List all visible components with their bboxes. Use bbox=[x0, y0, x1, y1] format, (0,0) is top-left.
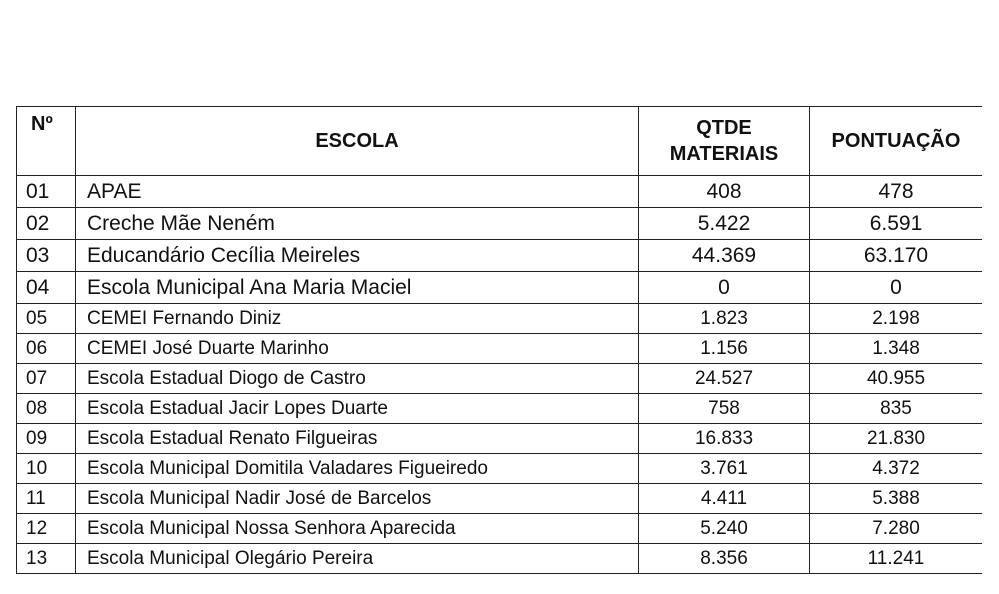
cell-escola: Educandário Cecília Meireles bbox=[76, 240, 639, 272]
cell-num: 07 bbox=[17, 364, 76, 394]
cell-num: 09 bbox=[17, 424, 76, 454]
cell-pontuacao: 478 bbox=[810, 176, 983, 208]
header-num: Nº bbox=[17, 107, 76, 176]
cell-qtde: 24.527 bbox=[639, 364, 810, 394]
cell-num: 02 bbox=[17, 208, 76, 240]
cell-pontuacao: 0 bbox=[810, 272, 983, 304]
cell-num: 11 bbox=[17, 484, 76, 514]
cell-escola: Escola Municipal Nadir José de Barcelos bbox=[76, 484, 639, 514]
cell-pontuacao: 2.198 bbox=[810, 304, 983, 334]
header-escola: ESCOLA bbox=[76, 107, 639, 176]
cell-escola: APAE bbox=[76, 176, 639, 208]
cell-qtde: 0 bbox=[639, 272, 810, 304]
table-row bbox=[17, 304, 983, 334]
cell-qtde: 4.411 bbox=[639, 484, 810, 514]
cell-pontuacao: 4.372 bbox=[810, 454, 983, 484]
header-qtde-line1: QTDE bbox=[696, 117, 752, 139]
cell-num: 04 bbox=[17, 272, 76, 304]
table-row bbox=[17, 176, 983, 208]
table-row bbox=[17, 240, 983, 272]
table-row bbox=[17, 394, 983, 424]
header-pontuacao: PONTUAÇÃO bbox=[810, 107, 983, 176]
cell-qtde: 758 bbox=[639, 394, 810, 424]
cell-num: 13 bbox=[17, 544, 76, 574]
cell-num: 03 bbox=[17, 240, 76, 272]
header-qtde-materiais bbox=[639, 107, 810, 176]
cell-pontuacao: 11.241 bbox=[810, 544, 983, 574]
cell-qtde: 8.356 bbox=[639, 544, 810, 574]
cell-num: 05 bbox=[17, 304, 76, 334]
table-body bbox=[17, 176, 983, 574]
cell-qtde: 16.833 bbox=[639, 424, 810, 454]
cell-escola: Escola Municipal Olegário Pereira bbox=[76, 544, 639, 574]
cell-qtde: 5.422 bbox=[639, 208, 810, 240]
cell-escola: Escola Estadual Diogo de Castro bbox=[76, 364, 639, 394]
cell-escola: Escola Municipal Nossa Senhora Aparecida bbox=[76, 514, 639, 544]
cell-num: 10 bbox=[17, 454, 76, 484]
cell-num: 08 bbox=[17, 394, 76, 424]
cell-qtde: 3.761 bbox=[639, 454, 810, 484]
cell-qtde: 1.156 bbox=[639, 334, 810, 364]
table-row bbox=[17, 208, 983, 240]
cell-qtde: 5.240 bbox=[639, 514, 810, 544]
cell-escola: Escola Municipal Domitila Valadares Figueiredo bbox=[76, 454, 639, 484]
table-row bbox=[17, 334, 983, 364]
cell-pontuacao: 40.955 bbox=[810, 364, 983, 394]
cell-pontuacao: 21.830 bbox=[810, 424, 983, 454]
table-header bbox=[17, 107, 983, 176]
cell-escola: Escola Municipal Ana Maria Maciel bbox=[76, 272, 639, 304]
cell-escola: Escola Estadual Jacir Lopes Duarte bbox=[76, 394, 639, 424]
cell-pontuacao: 63.170 bbox=[810, 240, 983, 272]
cell-escola: Creche Mãe Neném bbox=[76, 208, 639, 240]
cell-escola: CEMEI José Duarte Marinho bbox=[76, 334, 639, 364]
cell-qtde: 408 bbox=[639, 176, 810, 208]
cell-qtde: 44.369 bbox=[639, 240, 810, 272]
cell-pontuacao: 1.348 bbox=[810, 334, 983, 364]
table-row bbox=[17, 514, 983, 544]
cell-escola: Escola Estadual Renato Filgueiras bbox=[76, 424, 639, 454]
header-qtde-line2: MATERIAIS bbox=[669, 143, 779, 165]
schools-table bbox=[16, 106, 982, 574]
cell-pontuacao: 5.388 bbox=[810, 484, 983, 514]
table-row bbox=[17, 484, 983, 514]
cell-pontuacao: 6.591 bbox=[810, 208, 983, 240]
header-row bbox=[17, 107, 983, 176]
cell-num: 06 bbox=[17, 334, 76, 364]
table-container bbox=[16, 106, 982, 583]
table-row bbox=[17, 424, 983, 454]
table-row bbox=[17, 454, 983, 484]
cell-pontuacao: 7.280 bbox=[810, 514, 983, 544]
table-row bbox=[17, 272, 983, 304]
cell-escola: CEMEI Fernando Diniz bbox=[76, 304, 639, 334]
cell-num: 01 bbox=[17, 176, 76, 208]
cell-qtde: 1.823 bbox=[639, 304, 810, 334]
cell-pontuacao: 835 bbox=[810, 394, 983, 424]
cell-num: 12 bbox=[17, 514, 76, 544]
table-row bbox=[17, 544, 983, 574]
table-row bbox=[17, 364, 983, 394]
